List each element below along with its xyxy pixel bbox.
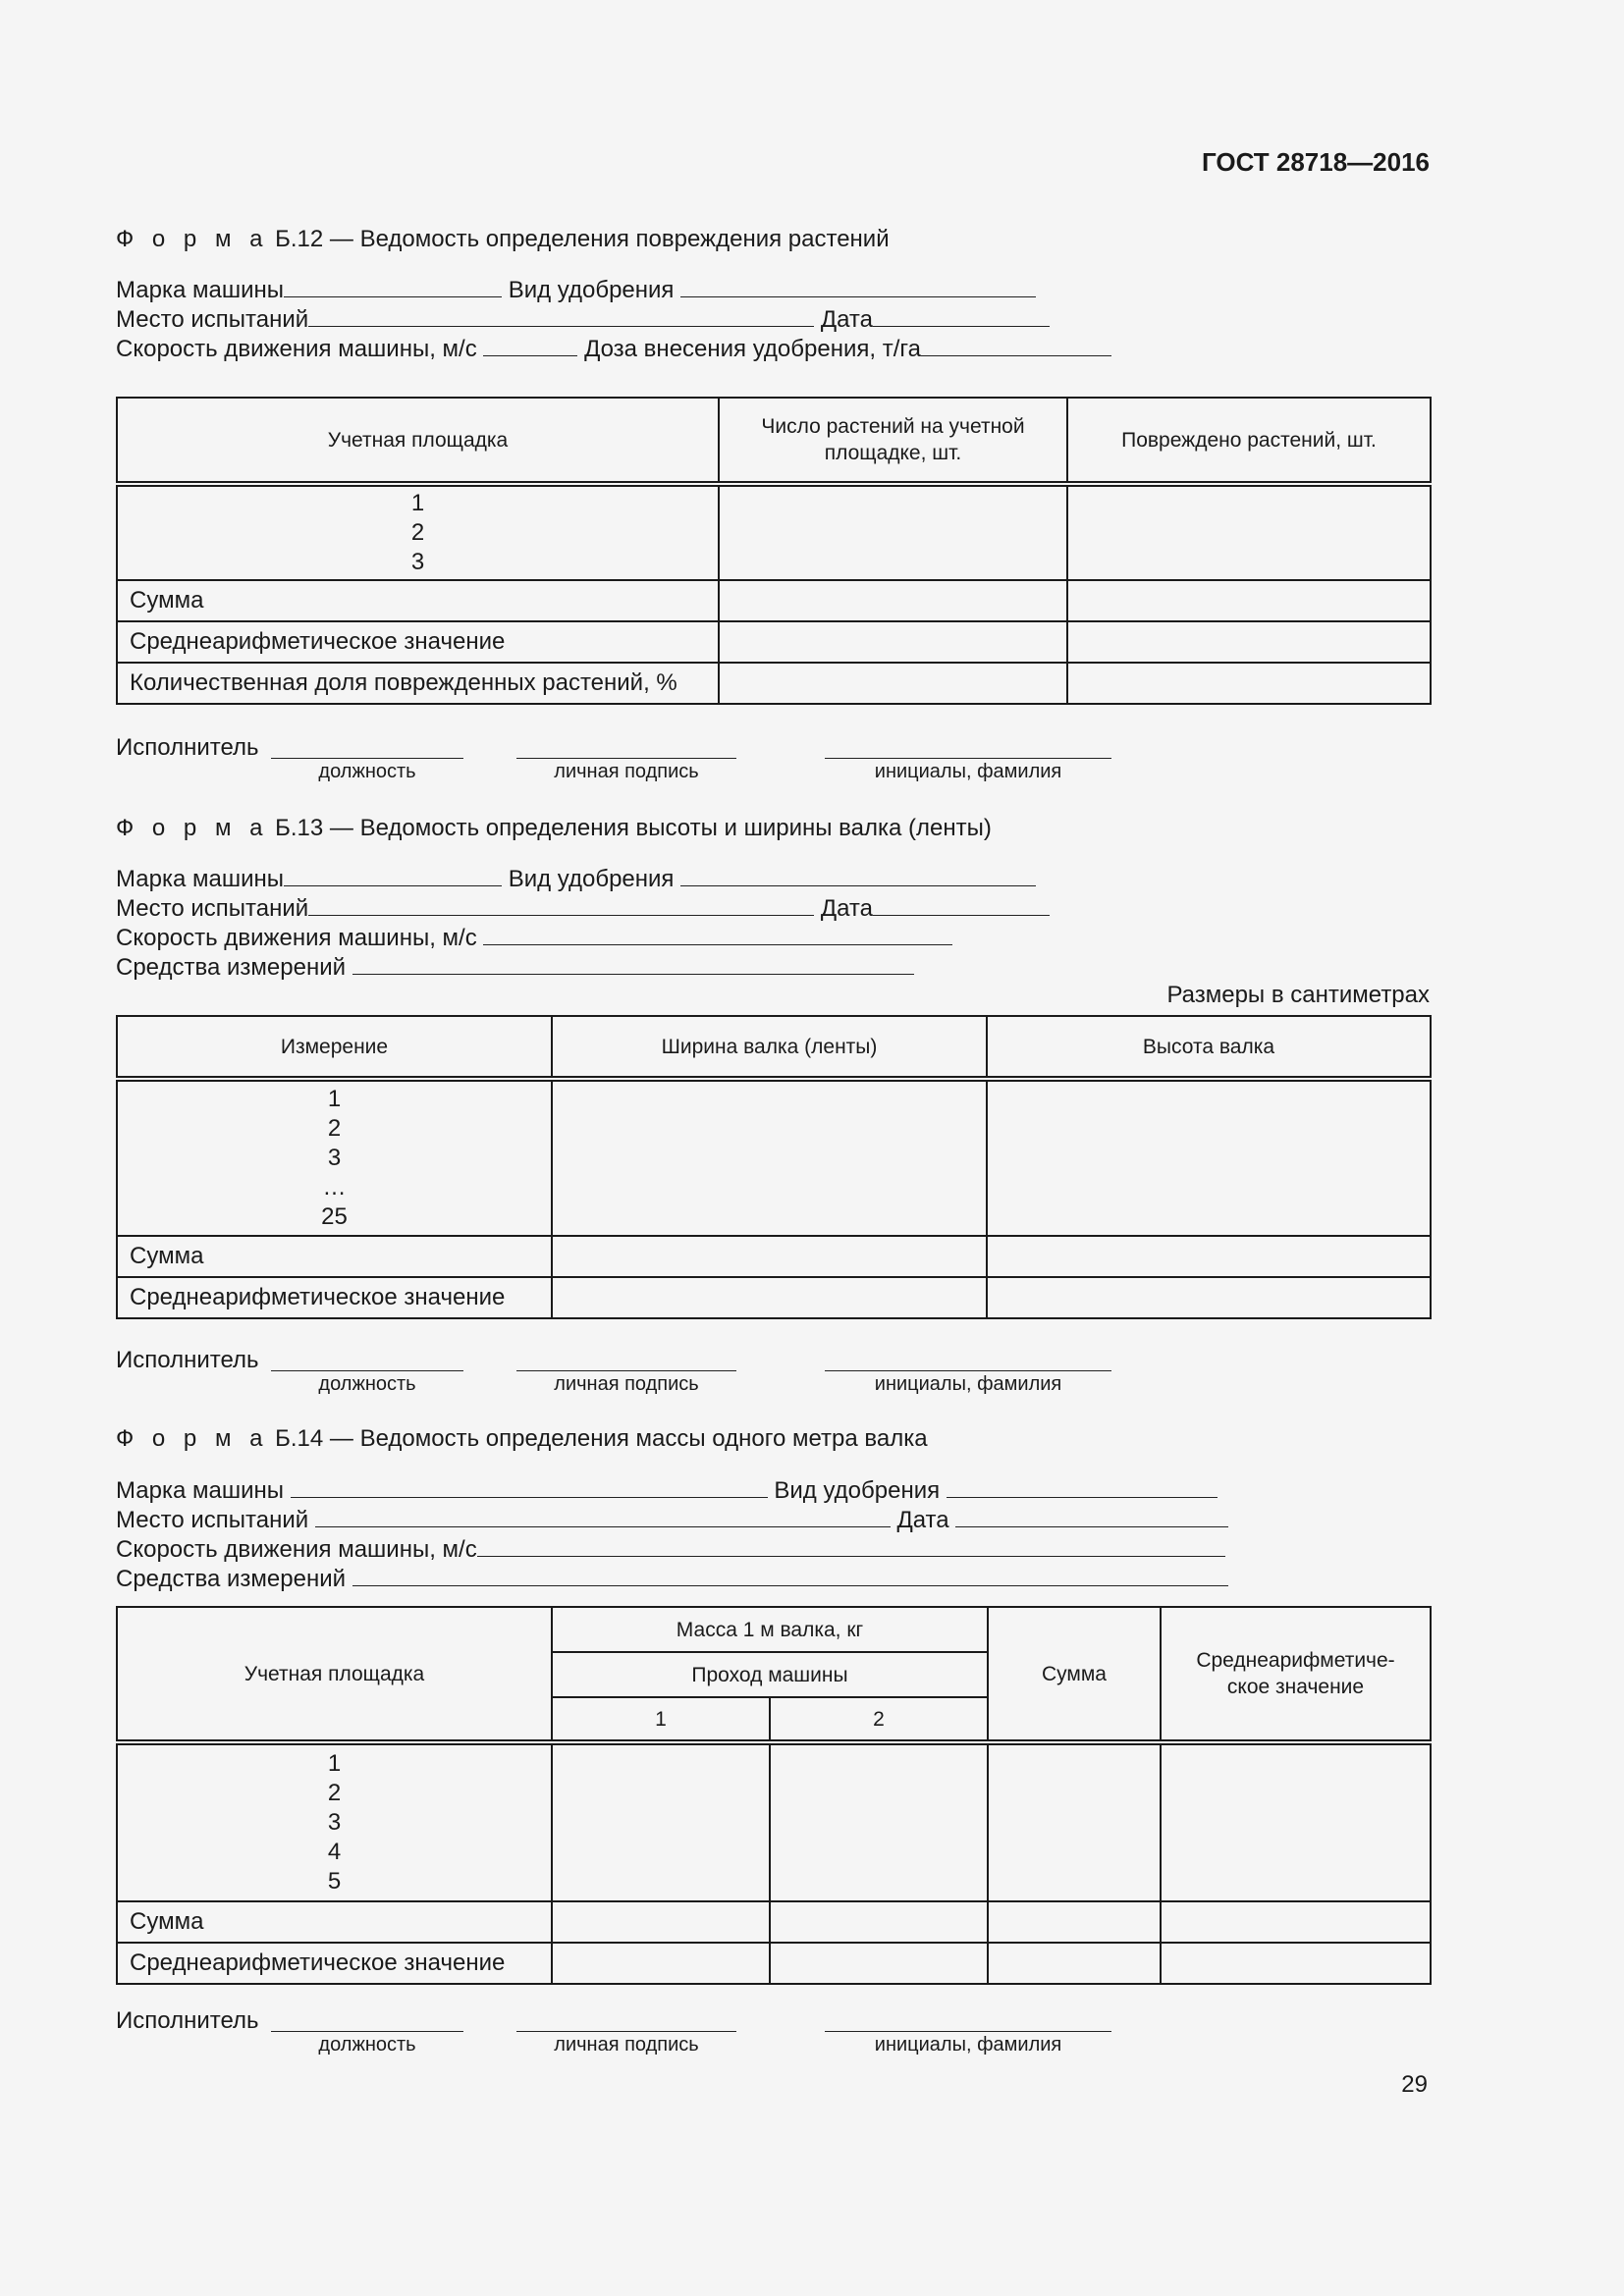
place-field[interactable] bbox=[308, 304, 814, 327]
form-title-text: Б.13 — Ведомость определения высоты и ширины валка (ленты) bbox=[275, 815, 992, 841]
date-field[interactable] bbox=[873, 893, 1050, 916]
table-cell[interactable] bbox=[719, 484, 1067, 580]
table-cell[interactable] bbox=[770, 1742, 988, 1901]
table-cell[interactable] bbox=[770, 1943, 988, 1984]
table-cell[interactable] bbox=[1161, 1943, 1431, 1984]
col-header-plant-count: Число растений на учетной площадке, шт. bbox=[719, 398, 1067, 484]
position-signature-field[interactable] bbox=[271, 738, 463, 783]
signature-caption: личная подпись bbox=[554, 1373, 699, 1395]
fertilizer-type-field[interactable] bbox=[680, 864, 1036, 886]
speed-label: Скорость движения машины, м/с bbox=[116, 336, 477, 362]
instruments-label: Средства измерений bbox=[116, 1566, 347, 1592]
row-label-share: Количественная доля поврежденных растений, % bbox=[117, 663, 719, 704]
speed-field[interactable] bbox=[483, 334, 577, 356]
signature-caption: личная подпись bbox=[554, 761, 699, 782]
table-cell[interactable] bbox=[552, 1742, 770, 1901]
table-cell[interactable] bbox=[1067, 621, 1431, 663]
dose-label: Доза внесения удобрения, т/га bbox=[584, 336, 921, 362]
signature-caption: личная подпись bbox=[554, 2034, 699, 2056]
name-signature-field[interactable] bbox=[825, 738, 1111, 783]
place-label: Место испытаний bbox=[116, 306, 309, 333]
col-header-height: Высота валка bbox=[987, 1016, 1431, 1079]
form-b12-line1 bbox=[116, 275, 1036, 304]
row-numbers: 1 2 3 bbox=[117, 484, 719, 580]
col-header-pass: Проход машины bbox=[552, 1652, 988, 1697]
table-cell[interactable] bbox=[1067, 663, 1431, 704]
form-b13-line3 bbox=[116, 923, 952, 952]
table-cell[interactable] bbox=[719, 621, 1067, 663]
place-field[interactable] bbox=[315, 1505, 891, 1527]
place-label: Место испытаний bbox=[116, 1507, 309, 1533]
table-cell[interactable] bbox=[987, 1277, 1431, 1318]
col-header-width: Ширина валка (ленты) bbox=[552, 1016, 987, 1079]
name-signature-field[interactable] bbox=[825, 2011, 1111, 2056]
form-b13-title bbox=[116, 815, 992, 842]
form-b14-executor bbox=[116, 2007, 259, 2035]
position-caption: должность bbox=[318, 1373, 416, 1395]
table-cell[interactable] bbox=[552, 1079, 987, 1236]
executor-label: Исполнитель bbox=[116, 2007, 259, 2034]
table-cell[interactable] bbox=[552, 1236, 987, 1277]
brand-label: Марка машины bbox=[116, 277, 285, 303]
form-b13-table bbox=[116, 1015, 1432, 1319]
dose-field[interactable] bbox=[921, 334, 1111, 356]
form-b14-line2 bbox=[116, 1505, 1228, 1534]
col-header-sum: Сумма bbox=[988, 1607, 1161, 1742]
table-cell[interactable] bbox=[1161, 1742, 1431, 1901]
brand-label: Марка машины bbox=[116, 866, 285, 892]
speed-field[interactable] bbox=[477, 1534, 1225, 1557]
row-label-sum: Сумма bbox=[117, 1236, 552, 1277]
col-header-measurement: Измерение bbox=[117, 1016, 552, 1079]
place-field[interactable] bbox=[308, 893, 814, 916]
speed-field[interactable] bbox=[483, 923, 952, 945]
row-label-mean: Среднеарифметическое значение bbox=[117, 1943, 552, 1984]
col-header-mean: Среднеарифметиче-ское значение bbox=[1161, 1607, 1431, 1742]
personal-signature-field[interactable] bbox=[516, 1351, 736, 1396]
table-cell[interactable] bbox=[987, 1079, 1431, 1236]
instruments-field[interactable] bbox=[352, 1564, 1228, 1586]
brand-field[interactable] bbox=[284, 275, 502, 297]
form-b13-line4 bbox=[116, 952, 914, 982]
form-b14-line3 bbox=[116, 1534, 1225, 1564]
personal-signature-field[interactable] bbox=[516, 738, 736, 783]
table-cell[interactable] bbox=[1067, 484, 1431, 580]
row-numbers: 1 2 3 … 25 bbox=[117, 1079, 552, 1236]
form-b12-executor bbox=[116, 734, 259, 762]
fertilizer-type-label: Вид удобрения bbox=[508, 277, 675, 303]
size-note: Размеры в сантиметрах bbox=[1166, 982, 1430, 1008]
fertilizer-type-field[interactable] bbox=[947, 1475, 1218, 1498]
table-cell[interactable] bbox=[770, 1901, 988, 1943]
table-cell[interactable] bbox=[719, 580, 1067, 621]
position-signature-field[interactable] bbox=[271, 2011, 463, 2056]
form-b12-line3 bbox=[116, 334, 1111, 363]
row-label-mean: Среднеарифметическое значение bbox=[117, 1277, 552, 1318]
form-b13-executor bbox=[116, 1347, 259, 1374]
brand-field[interactable] bbox=[291, 1475, 768, 1498]
date-label: Дата bbox=[896, 1507, 949, 1533]
position-signature-field[interactable] bbox=[271, 1351, 463, 1396]
date-label: Дата bbox=[820, 306, 873, 333]
table-cell[interactable] bbox=[987, 1236, 1431, 1277]
executor-label: Исполнитель bbox=[116, 734, 259, 761]
form-b14-line1 bbox=[116, 1475, 1218, 1505]
form-b12-table bbox=[116, 397, 1432, 705]
document-code: ГОСТ 28718—2016 bbox=[1202, 147, 1430, 177]
row-numbers: 1 2 3 4 5 bbox=[117, 1742, 552, 1901]
brand-field[interactable] bbox=[284, 864, 502, 886]
position-caption: должность bbox=[318, 2034, 416, 2056]
speed-label: Скорость движения машины, м/с bbox=[116, 925, 477, 951]
row-label-mean: Среднеарифметическое значение bbox=[117, 621, 719, 663]
instruments-label: Средства измерений bbox=[116, 954, 347, 981]
row-label-sum: Сумма bbox=[117, 580, 719, 621]
col-header-mass: Масса 1 м валка, кг bbox=[552, 1607, 988, 1652]
table-cell[interactable] bbox=[1067, 580, 1431, 621]
col-header-area: Учетная площадка bbox=[117, 398, 719, 484]
position-caption: должность bbox=[318, 761, 416, 782]
row-label-sum: Сумма bbox=[117, 1901, 552, 1943]
form-b14-table bbox=[116, 1606, 1432, 1985]
date-field[interactable] bbox=[955, 1505, 1228, 1527]
speed-label: Скорость движения машины, м/с bbox=[116, 1536, 477, 1563]
col-header-area: Учетная площадка bbox=[117, 1607, 552, 1742]
form-b12-title bbox=[116, 226, 890, 253]
form-title-text: Б.12 — Ведомость определения повреждения растений bbox=[275, 226, 890, 252]
table-cell[interactable] bbox=[988, 1742, 1161, 1901]
table-cell[interactable] bbox=[552, 1277, 987, 1318]
name-caption: инициалы, фамилия bbox=[874, 761, 1062, 782]
form-label: Ф о р м а bbox=[116, 815, 269, 841]
date-field[interactable] bbox=[873, 304, 1050, 327]
instruments-field[interactable] bbox=[352, 952, 914, 975]
form-label: Ф о р м а bbox=[116, 1425, 269, 1452]
col-header-pass-1: 1 bbox=[552, 1697, 770, 1742]
table-cell[interactable] bbox=[988, 1943, 1161, 1984]
personal-signature-field[interactable] bbox=[516, 2011, 736, 2056]
table-cell[interactable] bbox=[988, 1901, 1161, 1943]
form-b12-line2 bbox=[116, 304, 1050, 334]
form-title-text: Б.14 — Ведомость определения массы одного метра валка bbox=[275, 1425, 928, 1452]
table-cell[interactable] bbox=[1161, 1901, 1431, 1943]
date-label: Дата bbox=[820, 895, 873, 922]
fertilizer-type-field[interactable] bbox=[680, 275, 1036, 297]
name-caption: инициалы, фамилия bbox=[874, 1373, 1062, 1395]
name-signature-field[interactable] bbox=[825, 1351, 1111, 1396]
place-label: Место испытаний bbox=[116, 895, 309, 922]
form-b13-line1 bbox=[116, 864, 1036, 893]
brand-label: Марка машины bbox=[116, 1477, 285, 1504]
col-header-pass-2: 2 bbox=[770, 1697, 988, 1742]
col-header-damaged: Повреждено растений, шт. bbox=[1067, 398, 1431, 484]
form-b13-line2 bbox=[116, 893, 1050, 923]
name-caption: инициалы, фамилия bbox=[874, 2034, 1062, 2056]
form-b14-title bbox=[116, 1425, 928, 1453]
table-cell[interactable] bbox=[552, 1943, 770, 1984]
page-number: 29 bbox=[1401, 2071, 1428, 2098]
form-b14-line4 bbox=[116, 1564, 1228, 1593]
form-label: Ф о р м а bbox=[116, 226, 269, 252]
executor-label: Исполнитель bbox=[116, 1347, 259, 1373]
table-cell[interactable] bbox=[719, 663, 1067, 704]
fertilizer-type-label: Вид удобрения bbox=[508, 866, 675, 892]
table-cell[interactable] bbox=[552, 1901, 770, 1943]
fertilizer-type-label: Вид удобрения bbox=[774, 1477, 941, 1504]
